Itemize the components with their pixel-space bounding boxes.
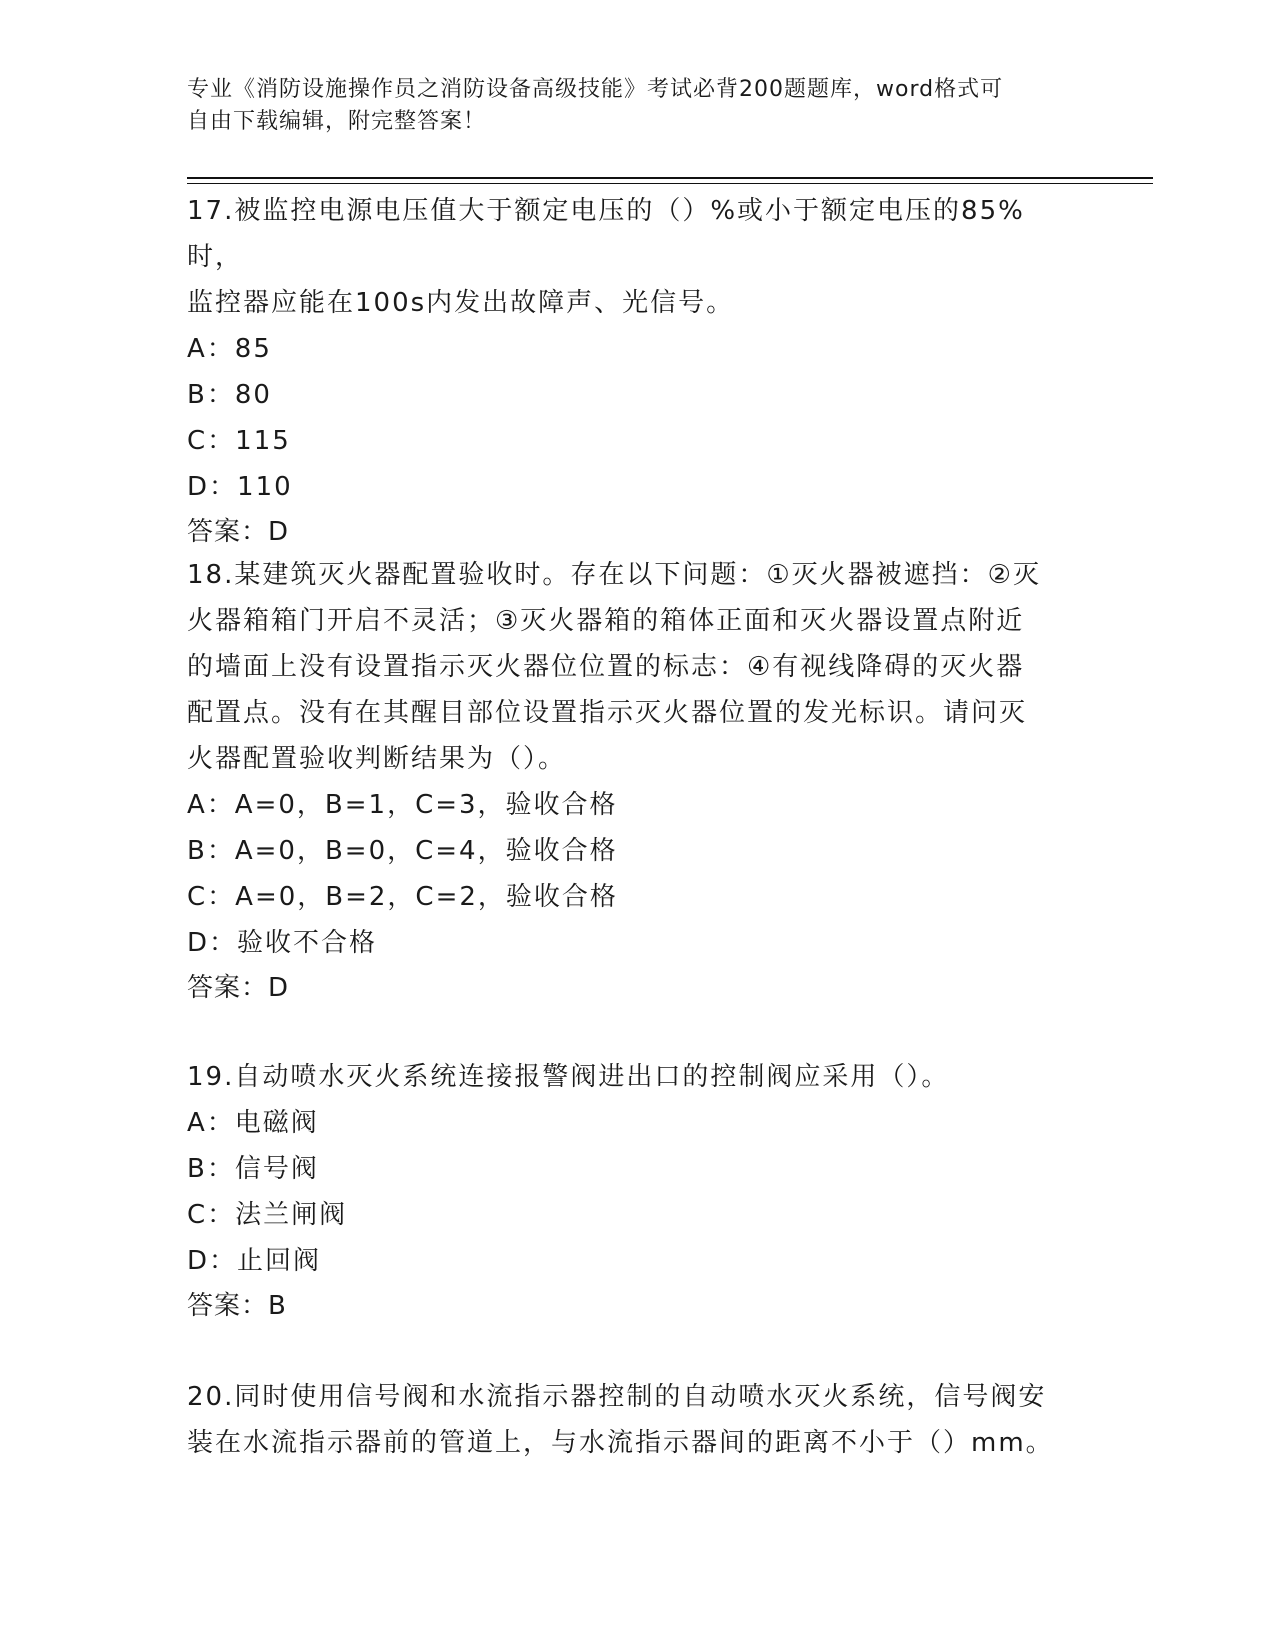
option-a: A：85 — [187, 334, 272, 364]
option-a: A：A=0，B=1，C=3，验收合格 — [187, 790, 618, 820]
question-18 — [187, 552, 1077, 1010]
option-d: D：止回阀 — [187, 1246, 322, 1276]
option-d: D：验收不合格 — [187, 928, 378, 958]
question-stem — [187, 1054, 1077, 1100]
stem-line: 火器箱箱门开启不灵活；③灭火器箱的箱体正面和灭火器设置点附近 — [187, 606, 1025, 636]
option-c: C：115 — [187, 426, 291, 456]
header-rule-thin — [187, 183, 1153, 184]
stem-line: 火器配置验收判断结果为（）。 — [187, 744, 567, 774]
stem-line: 监控器应能在100s内发出故障声、光信号。 — [187, 288, 735, 318]
stem-line: 装在水流指示器前的管道上，与水流指示器间的距离不小于（）mm。 — [187, 1428, 1054, 1458]
option-c: C：A=0，B=2，C=2，验收合格 — [187, 882, 618, 912]
answer: 答案：B — [187, 1291, 287, 1321]
stem-line: 19.自动喷水灭火系统连接报警阀进出口的控制阀应采用（）。 — [187, 1062, 950, 1092]
question-stem — [187, 552, 1077, 782]
stem-line: 17.被监控电源电压值大于额定电压的（）%或小于额定电压的85%时， — [187, 196, 1025, 272]
question-19 — [187, 1054, 1077, 1328]
question-17 — [187, 188, 1077, 554]
question-20 — [187, 1374, 1077, 1466]
option-b: B：80 — [187, 380, 272, 410]
stem-line: 18.某建筑灭火器配置验收时。存在以下问题：①灭火器被遮挡：②灭 — [187, 560, 1041, 590]
option-d: D：110 — [187, 472, 293, 502]
option-c: C：法兰闸阀 — [187, 1200, 348, 1230]
option-a: A：电磁阀 — [187, 1108, 319, 1138]
question-stem — [187, 188, 1077, 326]
document-header — [187, 74, 1067, 138]
answer: 答案：D — [187, 973, 290, 1003]
question-stem — [187, 1374, 1077, 1466]
stem-line: 的墙面上没有设置指示灭火器位位置的标志：④有视线降碍的灭火器 — [187, 652, 1025, 682]
answer: 答案：D — [187, 517, 290, 547]
option-b: B：A=0，B=0，C=4，验收合格 — [187, 836, 618, 866]
stem-line: 配置点。没有在其醒目部位设置指示灭火器位置的发光标识。请问灭 — [187, 698, 1028, 728]
option-b: B：信号阀 — [187, 1154, 319, 1184]
header-line-1: 专业《消防设施操作员之消防设备高级技能》考试必背200题题库，word格式可 — [187, 77, 1004, 102]
header-line-2: 自由下载编辑，附完整答案！ — [187, 109, 487, 134]
header-rule-thick — [187, 177, 1153, 179]
stem-line: 20.同时使用信号阀和水流指示器控制的自动喷水灭火系统，信号阀安 — [187, 1382, 1047, 1412]
